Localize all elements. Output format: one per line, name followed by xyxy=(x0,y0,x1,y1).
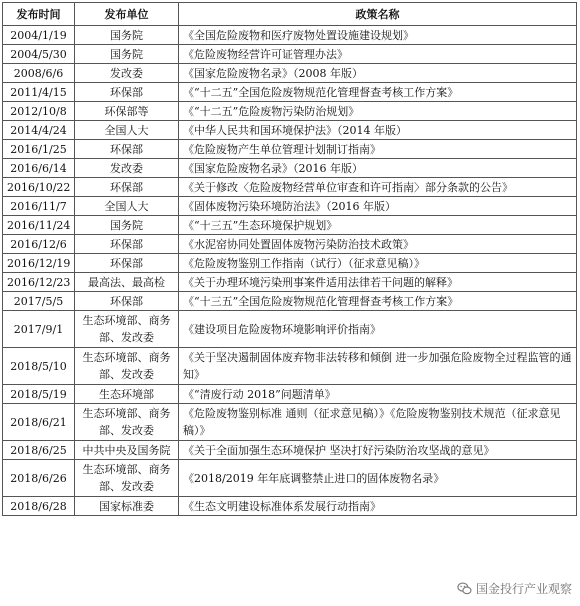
cell-policy-name: 《“十二五”全国危险废物规范化管理督查考核工作方案》 xyxy=(179,83,577,102)
table-row xyxy=(3,178,577,197)
cell-unit xyxy=(75,292,179,311)
cell-policy-name: 《建设项目危险废物环境影响评价指南》 xyxy=(179,311,577,348)
table-row xyxy=(3,497,577,516)
cell-unit-line: 国务院 xyxy=(110,218,143,232)
table-row xyxy=(3,26,577,45)
table-row xyxy=(3,385,577,404)
cell-date: 2016/10/22 xyxy=(3,178,75,197)
cell-unit-line: 国家标准委 xyxy=(99,499,154,513)
cell-unit xyxy=(75,45,179,64)
cell-unit xyxy=(75,273,179,292)
cell-unit-line: 部、发改委 xyxy=(99,424,154,437)
watermark xyxy=(457,580,572,597)
cell-unit-line: 生态环境部、商务 xyxy=(82,463,171,476)
table-row xyxy=(3,64,577,83)
table-row xyxy=(3,45,577,64)
table-row xyxy=(3,140,577,159)
cell-unit-line: 环保部 xyxy=(110,294,143,308)
cell-date: 2004/1/19 xyxy=(3,26,75,45)
table-row xyxy=(3,121,577,140)
cell-unit-line: 生态环境部 xyxy=(99,387,154,401)
cell-unit-line: 国务院 xyxy=(110,28,143,42)
cell-unit xyxy=(75,102,179,121)
cell-date: 2016/12/19 xyxy=(3,254,75,273)
cell-unit xyxy=(75,197,179,216)
cell-date: 2016/12/6 xyxy=(3,235,75,254)
table-row xyxy=(3,292,577,311)
cell-policy-name: 《危险废物鉴别工作指南（试行）（征求意见稿）》 xyxy=(179,254,577,273)
cell-unit-line: 生态环境部、商务 xyxy=(82,407,171,420)
table-row xyxy=(3,404,577,441)
cell-unit xyxy=(75,497,179,516)
cell-unit-line: 环保部 xyxy=(110,256,143,270)
cell-unit-line: 全国人大 xyxy=(104,123,149,137)
cell-policy-name: 《危险废物经营许可证管理办法》 xyxy=(179,45,577,64)
cell-unit-line: 部、发改委 xyxy=(99,331,154,344)
cell-unit xyxy=(75,385,179,404)
cell-unit xyxy=(75,178,179,197)
cell-unit-line: 全国人大 xyxy=(104,199,149,213)
cell-date: 2011/4/15 xyxy=(3,83,75,102)
cell-policy-name: 《国家危险废物名录》（2008 年版） xyxy=(179,64,577,83)
cell-date: 2018/6/25 xyxy=(3,441,75,460)
cell-date: 2017/5/5 xyxy=(3,292,75,311)
cell-unit xyxy=(75,26,179,45)
table-row xyxy=(3,102,577,121)
table-row xyxy=(3,235,577,254)
cell-unit-line: 国务院 xyxy=(110,47,143,61)
cell-policy-name: 《“十三五”生态环境保护规划》 xyxy=(179,216,577,235)
cell-unit-line: 生态环境部、商务 xyxy=(82,314,171,327)
table-row xyxy=(3,254,577,273)
cell-policy-name: 《固体废物污染环境防治法》（2016 年版） xyxy=(179,197,577,216)
cell-unit xyxy=(75,64,179,83)
cell-policy-name: 《关于修改〈危险废物经营单位审查和许可指南〉部分条款的公告》 xyxy=(179,178,577,197)
cell-unit xyxy=(75,311,179,348)
cell-unit-line: 最高法、最高检 xyxy=(88,275,165,289)
cell-policy-name: 《水泥窑协同处置固体废物污染防治技术政策》 xyxy=(179,235,577,254)
cell-policy-name: 《国家危险废物名录》（2016 年版） xyxy=(179,159,577,178)
table-row xyxy=(3,273,577,292)
cell-date: 2012/10/8 xyxy=(3,102,75,121)
cell-policy-name: 《中华人民共和国环境保护法》（2014 年版） xyxy=(179,121,577,140)
cell-unit-line: 中共中央及国务院 xyxy=(82,443,171,457)
cell-unit xyxy=(75,216,179,235)
cell-policy-name: 《“十三五”全国危险废物规范化管理督查考核工作方案》 xyxy=(179,292,577,311)
table-row xyxy=(3,460,577,497)
cell-unit-line: 发改委 xyxy=(110,161,143,175)
cell-date: 2014/4/24 xyxy=(3,121,75,140)
cell-policy-name: 《关于全面加强生态环境保护 坚决打好污染防治攻坚战的意见》 xyxy=(179,441,577,460)
header-unit: 发布单位 xyxy=(75,3,179,26)
table-row xyxy=(3,348,577,385)
cell-date: 2016/12/23 xyxy=(3,273,75,292)
cell-date: 2018/6/21 xyxy=(3,404,75,441)
cell-unit xyxy=(75,348,179,385)
cell-date: 2016/6/14 xyxy=(3,159,75,178)
cell-unit-line: 部、发改委 xyxy=(99,480,154,493)
policy-table xyxy=(2,2,577,516)
cell-date: 2017/9/1 xyxy=(3,311,75,348)
table-row xyxy=(3,311,577,348)
cell-unit-line: 环保部 xyxy=(110,180,143,194)
cell-date: 2018/5/19 xyxy=(3,385,75,404)
cell-policy-name: 《2018/2019 年年底调整禁止进口的固体废物名录》 xyxy=(179,460,577,497)
cell-unit-line: 部、发改委 xyxy=(99,368,154,381)
cell-date: 2018/5/10 xyxy=(3,348,75,385)
table-row xyxy=(3,83,577,102)
header-date: 发布时间 xyxy=(3,3,75,26)
cell-date: 2008/6/6 xyxy=(3,64,75,83)
cell-unit-line: 环保部 xyxy=(110,142,143,156)
cell-policy-name: 《关于办理环境污染刑事案件适用法律若干问题的解释》 xyxy=(179,273,577,292)
cell-unit xyxy=(75,441,179,460)
cell-unit xyxy=(75,254,179,273)
wechat-icon xyxy=(457,581,472,596)
cell-unit xyxy=(75,121,179,140)
cell-policy-name: 《关于坚决遏制固体废弃物非法转移和倾倒 进一步加强危险废物全过程监管的通知》 xyxy=(179,348,577,385)
table-row xyxy=(3,441,577,460)
cell-unit-line: 发改委 xyxy=(110,66,143,80)
cell-policy-name: 《“清废行动 2018”问题清单》 xyxy=(179,385,577,404)
cell-policy-name: 《生态文明建设标准体系发展行动指南》 xyxy=(179,497,577,516)
cell-policy-name: 《全国危险废物和医疗废物处置设施建设规划》 xyxy=(179,26,577,45)
cell-date: 2016/11/7 xyxy=(3,197,75,216)
cell-unit xyxy=(75,140,179,159)
cell-policy-name: 《危险废物鉴别标准 通则（征求意见稿）》《危险废物鉴别技术规范（征求意见稿）》 xyxy=(179,404,577,441)
cell-date: 2004/5/30 xyxy=(3,45,75,64)
cell-unit xyxy=(75,460,179,497)
cell-unit xyxy=(75,159,179,178)
cell-date: 2016/11/24 xyxy=(3,216,75,235)
cell-date: 2016/1/25 xyxy=(3,140,75,159)
watermark-text: 国金投行产业观察 xyxy=(475,582,572,596)
cell-unit-line: 生态环境部、商务 xyxy=(82,351,171,364)
table-row xyxy=(3,216,577,235)
cell-unit-line: 环保部等 xyxy=(104,104,149,118)
cell-date: 2018/6/26 xyxy=(3,460,75,497)
header-name: 政策名称 xyxy=(179,3,577,26)
cell-unit xyxy=(75,235,179,254)
cell-policy-name: 《危险废物产生单位管理计划制订指南》 xyxy=(179,140,577,159)
cell-unit xyxy=(75,404,179,441)
cell-policy-name: 《“十二五”危险废物污染防治规划》 xyxy=(179,102,577,121)
cell-date: 2018/6/28 xyxy=(3,497,75,516)
cell-unit-line: 环保部 xyxy=(110,237,143,251)
table-header-row xyxy=(3,3,577,26)
cell-unit xyxy=(75,83,179,102)
table-row xyxy=(3,159,577,178)
cell-unit-line: 环保部 xyxy=(110,85,143,99)
table-row xyxy=(3,197,577,216)
